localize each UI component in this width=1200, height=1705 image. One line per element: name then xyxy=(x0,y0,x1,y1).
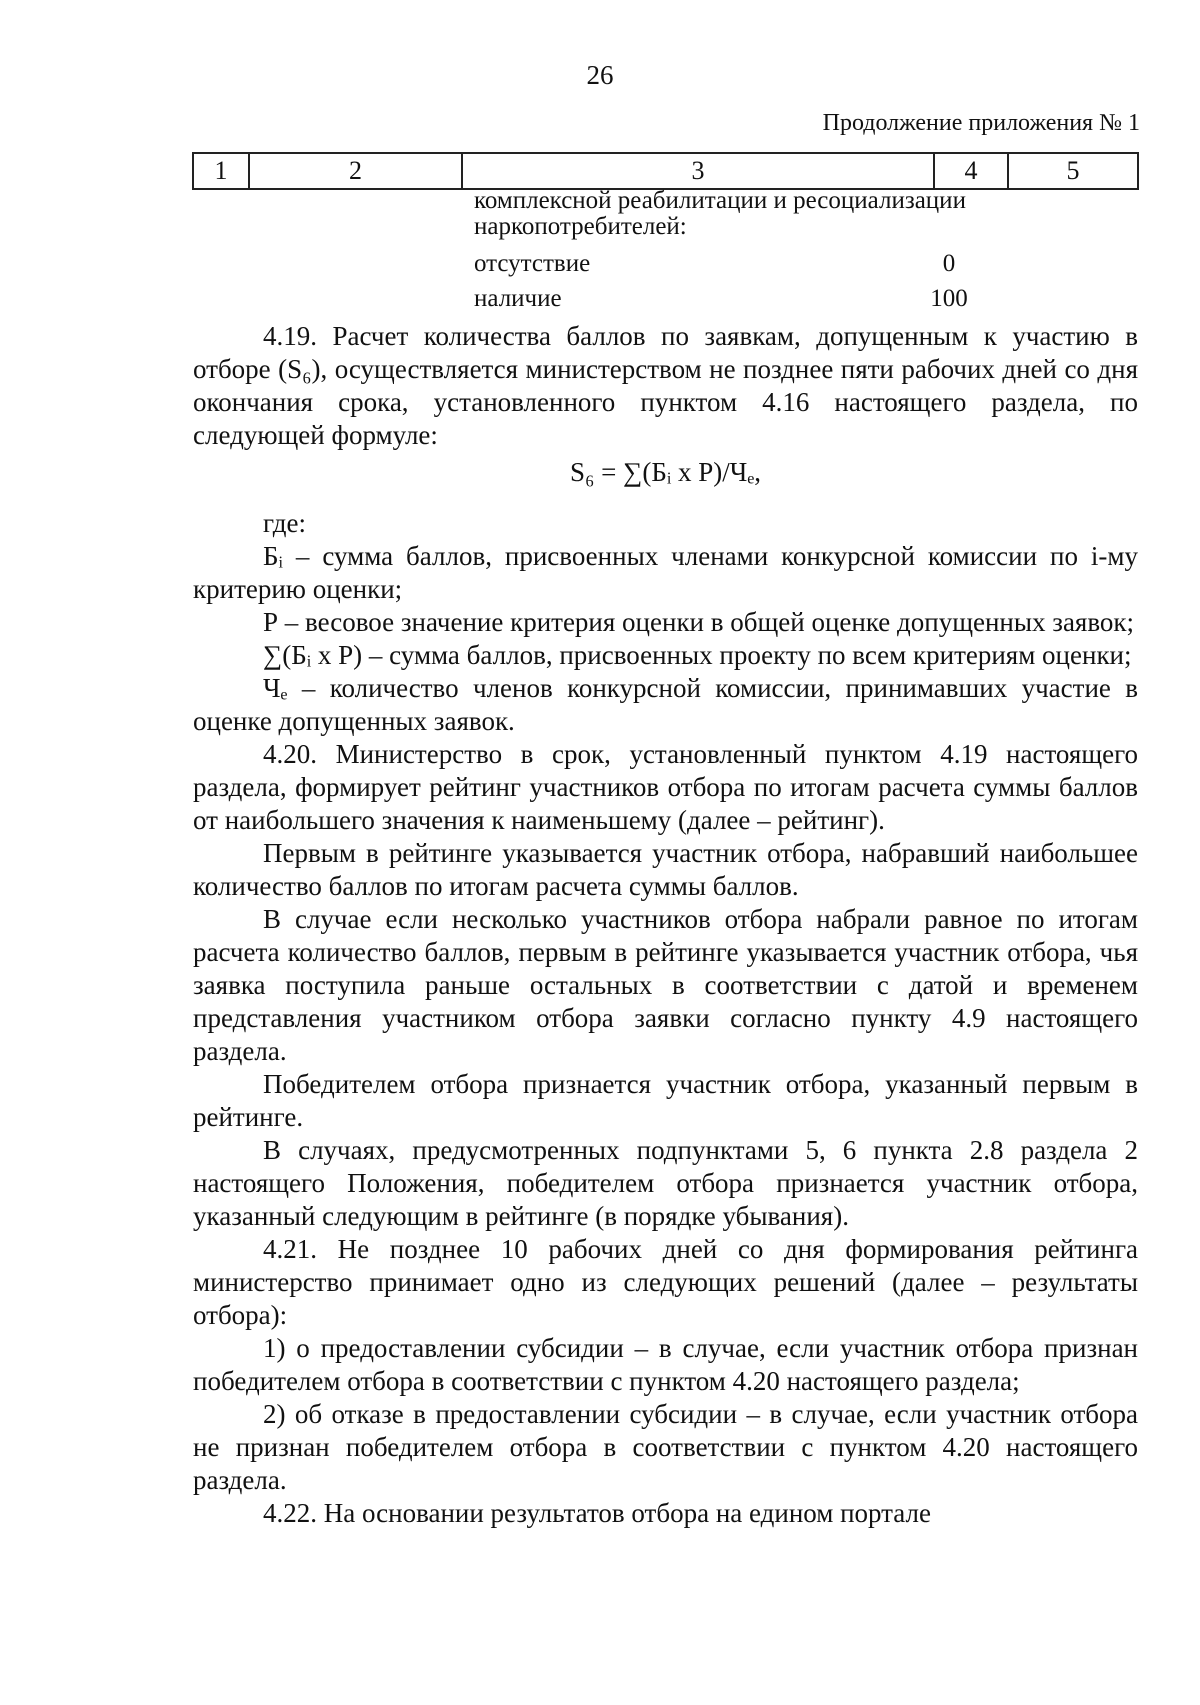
paragraph-4-21-item-2: 2) об отказе в предоставлении субсидии – в случае, если участник отбора не признан победителем отбора в соответствии с пунктом 4.20 настоящего раздела. xyxy=(193,1399,1138,1495)
paragraph-4-22: 4.22. На основании результатов отбора на едином портале xyxy=(263,1498,931,1528)
formula: S₆ = ∑(Бᵢ x Р)/Чₑ, xyxy=(569,457,762,487)
paragraph-cases: В случаях, предусмотренных подпунктами 5, 6 пункта 2.8 раздела 2 настоящего Положения, победителем отбора признается участник отбора, указанный следующим в рейтинге (в порядке убывания). xyxy=(193,1135,1138,1231)
table-header-col-2: 2 xyxy=(249,153,462,189)
table-header-col-4: 4 xyxy=(934,153,1008,189)
page-number: 26 xyxy=(586,60,614,90)
paragraph-winner: Победителем отбора признается участник отбора, указанный первым в рейтинге. xyxy=(193,1069,1138,1132)
criterion-continuation: комплексной реабилитации и ресоциализации наркопотребителей: xyxy=(474,187,966,240)
table-header-col-5: 5 xyxy=(1008,153,1138,189)
definition-b: Бᵢ – сумма баллов, присвоенных членами конкурсной комиссии по i-му критерию оценки; xyxy=(193,541,1138,604)
paragraph-equal-scores: В случае если несколько участников отбора набрали равное по итогам расчета количество баллов, первым в рейтинге указывается участник отбора, чья заявка поступила раньше остальных в соответствии с датой и временем представления участником отбора заявки согласно пункту 4.9 настоящего раздела. xyxy=(193,904,1138,1066)
definition-sum: ∑(Бᵢ x Р) – сумма баллов, присвоенных проекту по всем критериям оценки; xyxy=(263,640,1132,670)
definition-ch: Чₑ – количество членов конкурсной комиссии, принимавших участие в оценке допущенных заявок. xyxy=(193,673,1138,736)
option-row xyxy=(474,285,994,313)
paragraph-4-19: 4.19. Расчет количества баллов по заявкам, допущенным к участию в отборе (S₆), осуществляется министерством не позднее пяти рабочих дней со дня окончания срока, установленного пунктом 4.16 настоящего раздела, по следующей формуле: xyxy=(193,321,1138,450)
option-label: отсутствие xyxy=(474,250,591,277)
table-header-row xyxy=(193,153,1138,189)
document-body xyxy=(193,320,1138,1530)
table-header-col-1: 1 xyxy=(193,153,249,189)
where-label: где: xyxy=(263,508,306,538)
option-row xyxy=(474,250,994,278)
appendix-note: Продолжение приложения № 1 xyxy=(822,110,1140,136)
paragraph-4-21-item-1: 1) о предоставлении субсидии – в случае, если участник отбора признан победителем отбора в соответствии с пунктом 4.20 настоящего раздела; xyxy=(193,1333,1138,1396)
table-header-col-3: 3 xyxy=(462,153,934,189)
option-value: 0 xyxy=(942,250,956,277)
paragraph-4-20: 4.20. Министерство в срок, установленный пунктом 4.19 настоящего раздела, формирует рейтинг участников отбора по итогам расчета суммы баллов от наибольшего значения к наименьшему (далее – рейтинг). xyxy=(193,739,1138,835)
paragraph-4-21: 4.21. Не позднее 10 рабочих дней со дня формирования рейтинга министерство принимает одно из следующих решений (далее – результаты отбора): xyxy=(193,1234,1138,1330)
paragraph-first-in-rating: Первым в рейтинге указывается участник отбора, набравший наибольшее количество баллов по итогам расчета суммы баллов. xyxy=(193,838,1138,901)
definition-p: Р – весовое значение критерия оценки в общей оценке допущенных заявок; xyxy=(263,607,1135,637)
option-label: наличие xyxy=(474,285,562,312)
table-header xyxy=(192,152,1139,190)
option-value: 100 xyxy=(930,285,968,312)
